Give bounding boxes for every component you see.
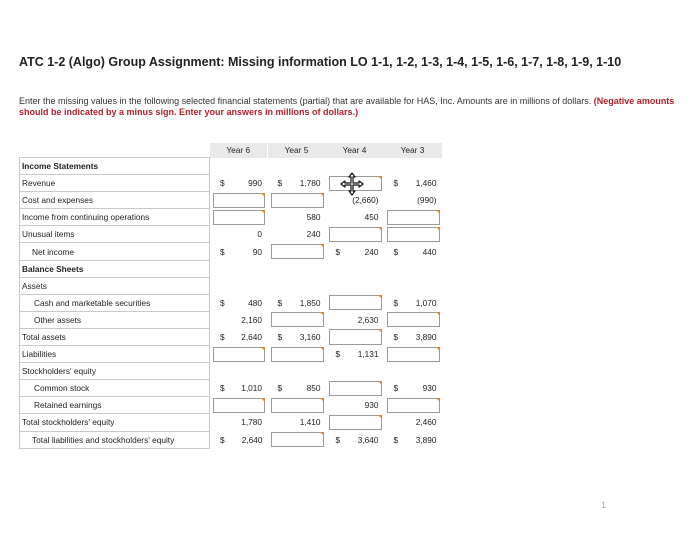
stockholders-equity-label: Stockholders' equity [20,363,210,380]
y5-net-income-input[interactable] [271,244,324,259]
y3-total-se: 2,460 [415,417,437,428]
y4-cash-input[interactable] [329,295,382,310]
other-assets-label: Other assets [20,311,210,328]
total-se-label: Total stockholders' equity [20,414,210,431]
y5-total-le-input[interactable] [271,432,324,447]
y6-cash: 480 [248,297,262,308]
currency-sign: $ [335,246,341,257]
currency-sign: $ [393,331,399,342]
currency-sign: $ [277,331,283,342]
y5-other-assets-input[interactable] [271,312,324,327]
y5-income-cont: 580 [306,212,321,223]
year-6-header: Year 6 [210,143,268,158]
currency-sign: $ [277,297,283,308]
y4-income-cont: 450 [364,212,379,223]
y6-other-assets: 2,160 [241,314,262,325]
year-3-header: Year 3 [384,143,442,158]
year-5-header: Year 5 [268,143,326,158]
financial-statements-table [19,143,442,449]
y3-other-assets-input[interactable] [387,312,440,327]
instructions-emphasis: (Negative amounts should be indicated by a minus sign. Enter your answers in millions of dollars.) [19,96,675,117]
table-row [20,192,442,209]
currency-sign: $ [220,246,225,257]
y4-cost: (2,660) [352,195,379,206]
currency-sign: $ [393,297,399,308]
y6-retained-input[interactable] [213,398,265,413]
y4-total-le: 3,640 [357,434,379,445]
year-4-header: Year 4 [326,143,384,158]
y3-total-assets: 3,890 [415,331,437,342]
instructions-text: Enter the missing values in the following selected financial statements (partial) that are available for HAS, Inc. Amounts are in millions of dollars. [19,96,592,106]
y3-unusual-input[interactable] [387,227,440,242]
balance-sheets-heading: Balance Sheets [20,260,210,277]
currency-sign: $ [335,349,341,360]
revenue-label: Revenue [20,175,210,192]
y3-cash: 1,070 [415,297,437,308]
table-row [20,311,442,328]
y6-liabilities-input[interactable] [213,347,265,362]
y5-common: 850 [306,383,321,394]
currency-sign: $ [277,178,283,189]
page-number: 1 [601,500,607,510]
retained-earnings-label: Retained earnings [20,397,210,414]
currency-sign: $ [393,178,399,189]
table-row [20,414,442,431]
currency-sign: $ [220,331,225,342]
table-row [20,175,442,192]
common-stock-label: Common stock [20,380,210,397]
currency-sign: $ [220,297,225,308]
y5-retained-input[interactable] [271,398,324,413]
year-header-row [20,143,442,158]
currency-sign: $ [393,383,399,394]
currency-sign: $ [335,434,341,445]
table-row [20,346,442,363]
cash-label: Cash and marketable securities [20,294,210,311]
total-le-label: Total liabilities and stockholders' equity [20,431,210,448]
y6-common: 1,010 [241,383,262,394]
y3-cost: (990) [417,195,437,206]
y3-liabilities-input[interactable] [387,347,440,362]
y4-retained: 930 [364,400,379,411]
y4-unusual-input[interactable] [329,227,382,242]
table-row [20,243,442,260]
y3-net-income: 440 [422,246,437,257]
currency-sign: $ [220,383,225,394]
table-row [20,260,442,277]
y3-total-le: 3,890 [415,434,437,445]
y6-total-le: 2,640 [241,434,263,445]
table-row [20,328,442,345]
currency-sign: $ [393,434,399,445]
y6-cost-input[interactable] [213,193,265,208]
cost-label: Cost and expenses [20,192,210,209]
y3-income-cont-input[interactable] [387,210,440,225]
table-row [20,363,442,380]
y5-cost-input[interactable] [271,193,324,208]
y4-liabilities: 1,131 [357,349,379,360]
y4-other-assets: 2,630 [357,314,379,325]
income-statements-heading: Income Statements [20,158,210,175]
y6-total-se: 1,780 [241,417,262,428]
currency-sign: $ [220,178,225,189]
table-row [20,294,442,311]
table-row [20,209,442,226]
total-assets-label: Total assets [20,328,210,345]
instructions [19,96,691,118]
currency-sign: $ [277,383,283,394]
y6-net-income: 90 [252,246,262,257]
unusual-label: Unusual items [20,226,210,243]
table-row [20,226,442,243]
y4-common-input[interactable] [329,381,382,396]
y5-revenue: 1,780 [299,178,321,189]
y3-revenue: 1,460 [415,178,437,189]
y4-total-se-input[interactable] [329,415,382,430]
y6-total-assets: 2,640 [241,331,262,342]
y5-liabilities-input[interactable] [271,347,324,362]
page-title: ATC 1-2 (Algo) Group Assignment: Missing information LO 1-1, 1-2, 1-3, 1-4, 1-5, 1-6, 1-7, 1-8, 1-9, 1-10 [19,55,622,69]
y5-unusual: 240 [306,229,321,240]
liabilities-label: Liabilities [20,346,210,363]
y5-total-se: 1,410 [299,417,321,428]
assets-label: Assets [20,277,210,294]
y5-cash: 1,850 [299,297,321,308]
net-income-label: Net income [20,243,210,260]
y6-income-cont-input[interactable] [213,210,265,225]
currency-sign: $ [220,434,225,445]
y4-net-income: 240 [364,246,379,257]
income-cont-label: Income from continuing operations [20,209,210,226]
table-row [20,380,442,397]
table-row [20,158,442,175]
y3-common: 930 [422,383,437,394]
y4-total-assets-input[interactable] [329,329,382,344]
table-row [20,397,442,414]
table-row [20,431,442,448]
currency-sign: $ [393,246,399,257]
y6-revenue: 990 [248,178,262,189]
y5-total-assets: 3,160 [299,331,321,342]
move-cursor-icon [340,172,364,196]
y3-retained-input[interactable] [387,398,440,413]
y6-unusual: 0 [257,229,262,240]
table-row [20,277,442,294]
